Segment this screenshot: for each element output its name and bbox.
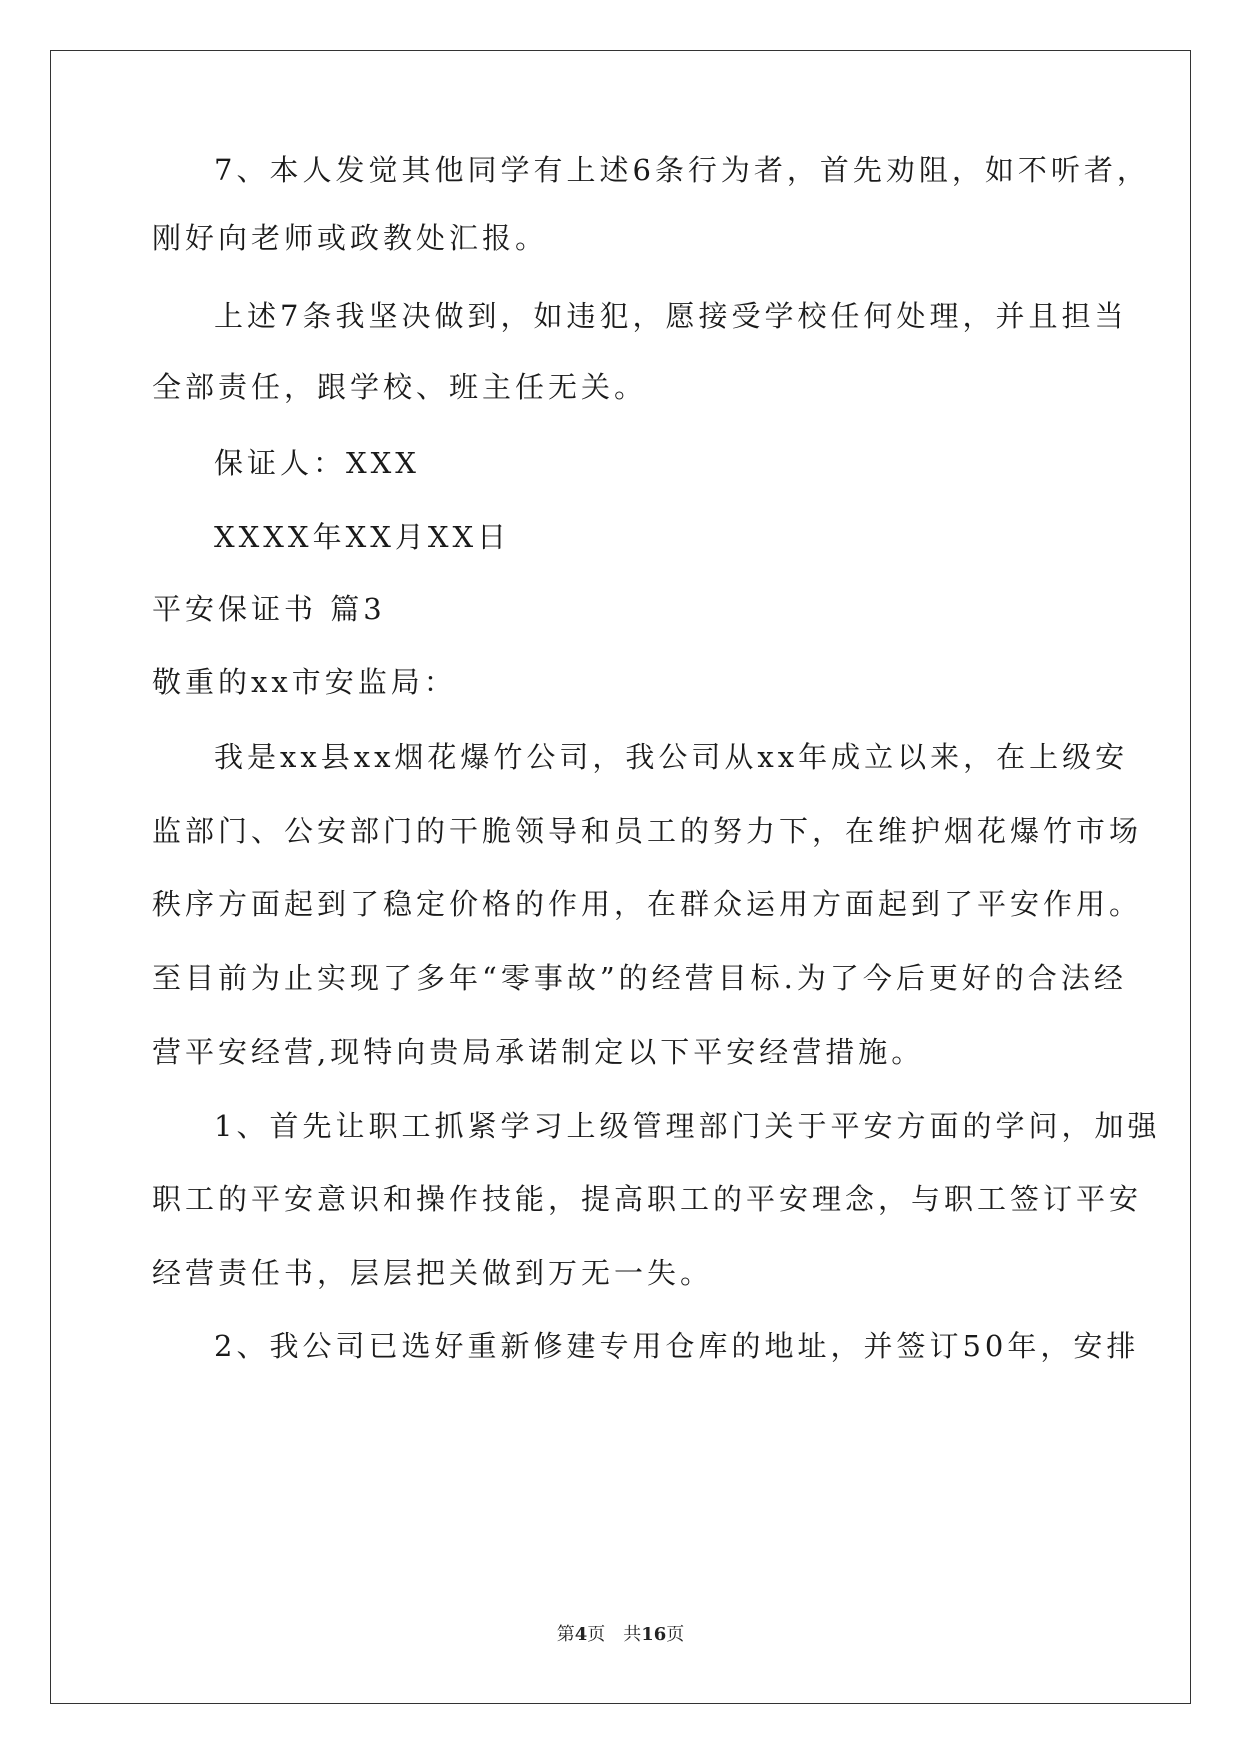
- paragraph-line: 秩序方面起到了稳定价格的作用，在群众运用方面起到了平安作用。: [152, 887, 1143, 921]
- salutation: 敬重的xx市安监局：: [152, 665, 457, 699]
- signature-date: XXXX年XX月XX日: [214, 520, 511, 554]
- paragraph-line: 7、本人发觉其他同学有上述6条行为者，首先劝阻，如不听者，: [214, 153, 1150, 187]
- paragraph-line: 全部责任，跟学校、班主任无关。: [152, 370, 648, 404]
- paragraph-line: 职工的平安意识和操作技能，提高职工的平安理念，与职工签订平安: [152, 1182, 1143, 1216]
- paragraph-line: 经营责任书，层层把关做到万无一失。: [152, 1256, 714, 1290]
- paragraph-line: 营平安经营,现特向贵局承诺制定以下平安经营措施。: [152, 1035, 925, 1069]
- paragraph-line: 至目前为止实现了多年“零事故”的经营目标.为了今后更好的合法经: [152, 961, 1127, 995]
- footer-middle: 页 共: [587, 1624, 642, 1645]
- footer-prefix: 第: [556, 1624, 575, 1645]
- page-footer: [0, 1620, 1241, 1646]
- paragraph-line: 监部门、公安部门的干脆领导和员工的努力下，在维护烟花爆竹市场: [152, 814, 1143, 848]
- paragraph-line: 1、首先让职工抓紧学习上级管理部门关于平安方面的学问，加强: [214, 1109, 1161, 1143]
- paragraph-line: 上述7条我坚决做到，如违犯，愿接受学校任何处理，并且担当: [214, 299, 1128, 333]
- total-page-count: 16: [641, 1624, 667, 1645]
- paragraph-line: 2、我公司已选好重新修建专用仓库的地址，并签订50年，安排: [214, 1329, 1140, 1363]
- signature-label: 保证人：XXX: [214, 446, 420, 480]
- footer-suffix: 页: [666, 1624, 685, 1645]
- current-page-number: 4: [574, 1624, 588, 1645]
- paragraph-line: 刚好向老师或政教处汇报。: [152, 221, 549, 255]
- paragraph-line: 我是xx县xx烟花爆竹公司，我公司从xx年成立以来，在上级安: [214, 740, 1129, 774]
- section-heading: 平安保证书 篇3: [152, 592, 386, 626]
